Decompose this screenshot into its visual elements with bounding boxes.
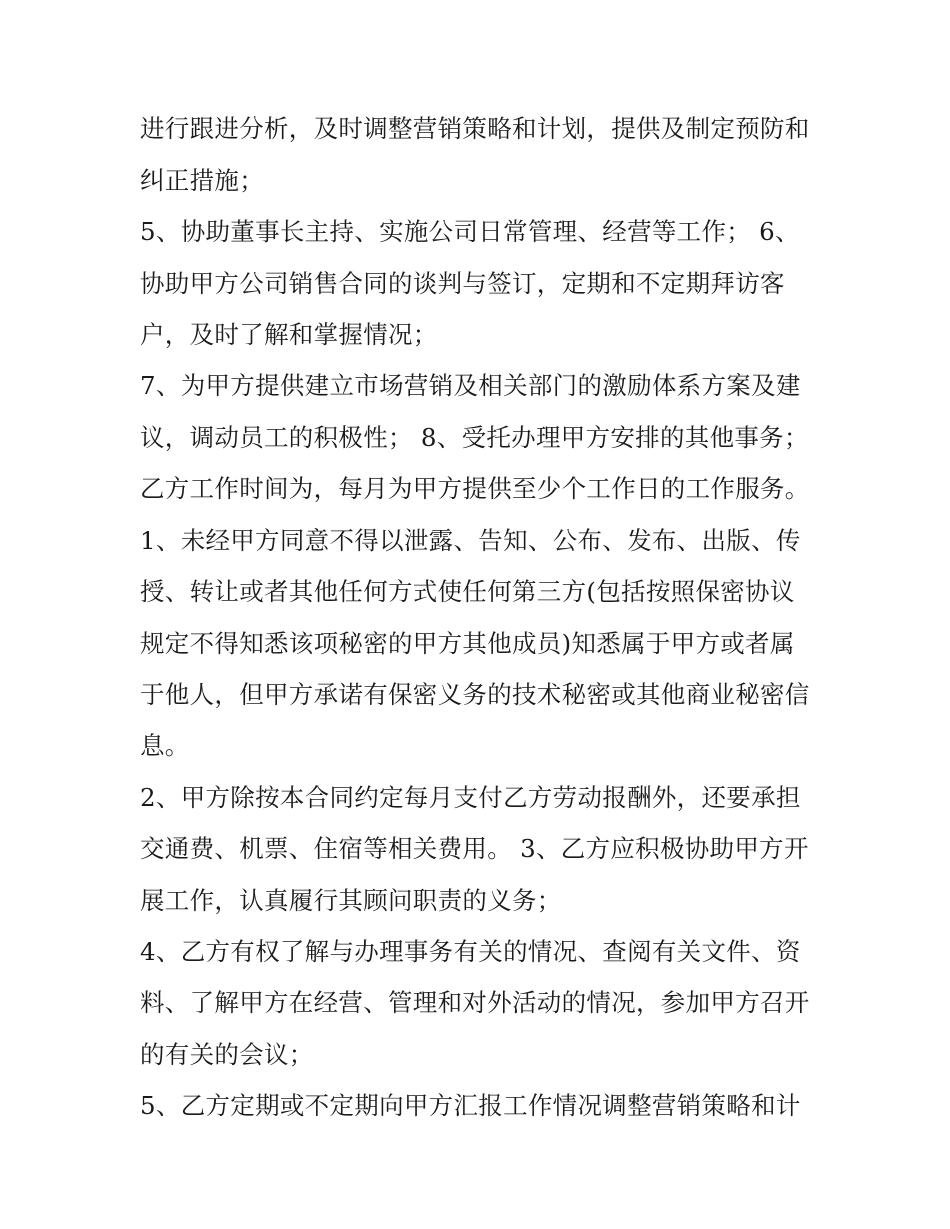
text-line: 料、了解甲方在经营、管理和对外活动的情况，参加甲方召开	[140, 988, 810, 1017]
text-line: 1、未经甲方同意不得以泄露、告知、公布、发布、出版、传	[140, 526, 801, 555]
text-line: 纠正措施；	[140, 166, 264, 195]
text-line: 议，调动员工的积极性； 8、受托办理甲方安排的其他事务；	[140, 423, 809, 452]
text-line: 5、协助董事长主持、实施公司日常管理、经营等工作； 6、	[140, 217, 800, 246]
text-line: 规定不得知悉该项秘密的甲方其他成员)知悉属于甲方或者属	[140, 629, 795, 658]
text-line: 4、乙方有权了解与办理事务有关的情况、查阅有关文件、资	[140, 937, 801, 966]
text-line: 协助甲方公司销售合同的谈判与签订，定期和不定期拜访客	[140, 269, 785, 298]
text-line: 乙方工作时间为，每月为甲方提供至少个工作日的工作服务。	[140, 474, 810, 503]
text-line: 于他人，但甲方承诺有保密义务的技术秘密或其他商业秘密信	[140, 680, 810, 709]
text-line: 5、乙方定期或不定期向甲方汇报工作情况调整营销策略和计	[140, 1091, 801, 1120]
text-line: 进行跟进分析，及时调整营销策略和计划，提供及制定预防和	[140, 114, 810, 143]
text-line: 2、甲方除按本合同约定每月支付乙方劳动报酬外，还要承担	[140, 783, 801, 812]
text-line: 展工作，认真履行其顾问职责的义务；	[140, 886, 562, 915]
text-line: 息。	[140, 731, 190, 760]
text-line: 7、为甲方提供建立市场营销及相关部门的激励体系方案及建	[140, 371, 801, 400]
text-line: 授、转让或者其他任何方式使任何第三方(包括按照保密协议	[140, 577, 795, 606]
text-line: 交通费、机票、住宿等相关费用。 3、乙方应积极协助甲方开	[140, 834, 809, 863]
text-line: 的有关的会议；	[140, 1040, 314, 1069]
text-line: 户，及时了解和掌握情况；	[140, 320, 438, 349]
